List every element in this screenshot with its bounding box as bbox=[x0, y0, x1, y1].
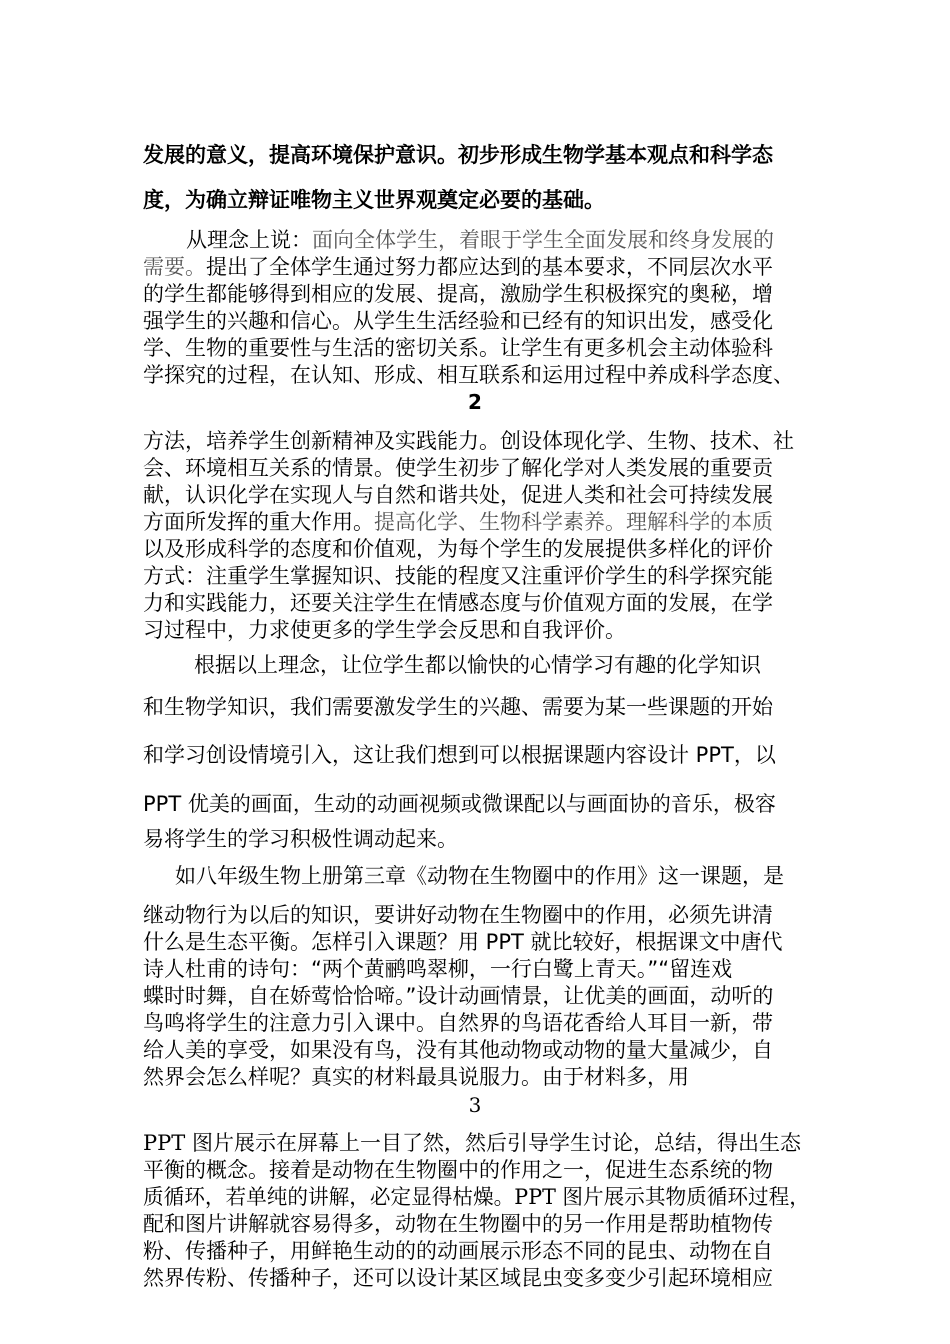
text-span-gray: 需要。 bbox=[143, 255, 206, 279]
text-line bbox=[186, 226, 774, 254]
text-line: 诗人杜甫的诗句：“两个黄鹂鸣翠柳，一行白鹭上青天。”“留连戏 bbox=[143, 957, 733, 981]
text-line: 习过程中，力求使更多的学生学会反思和自我评价。 bbox=[143, 618, 626, 642]
text-line: 以及形成科学的态度和价值观，为每个学生的发展提供多样化的评价 bbox=[143, 537, 773, 561]
text-line: 然界会怎么样呢？真实的材料最具说服力。由于材料多，用 bbox=[143, 1065, 689, 1089]
text-line: 的学生都能够得到相应的发展、提高，激励学生积极探究的奥秘，增 bbox=[143, 282, 773, 306]
text-span-gray: 提高化学、生物科学素养。理解科学的本质 bbox=[374, 510, 773, 534]
text-line: PPT 图片展示在屏幕上一目了然，然后引导学生讨论，总结，得出生态 bbox=[143, 1131, 801, 1155]
text-line: 和学习创设情境引入，这让我们想到可以根据课题内容设计 PPT，以 bbox=[143, 743, 776, 767]
text-line: PPT 优美的画面，生动的动画视频或微课配以与画面协的音乐，极容 bbox=[143, 792, 776, 816]
text-line: 献，认识化学在实现人与自然和谐共处，促进人类和社会可持续发展 bbox=[143, 483, 773, 507]
text-line: 蝶时时舞，自在娇莺恰恰啼。”设计动画情景，让优美的画面，动听的 bbox=[143, 984, 774, 1008]
text-line: 平衡的概念。接着是动物在生物圈中的作用之一，促进生态系统的物 bbox=[143, 1158, 773, 1182]
text-span-gray: 面向全体学生，着眼于学生全面发展和终身发展的 bbox=[312, 228, 774, 252]
text-line: 如八年级生物上册第三章《动物在生物圈中的作用》这一课题，是 bbox=[175, 864, 784, 888]
text-span: 从理念上说： bbox=[186, 228, 312, 252]
text-line: 力和实践能力，还要关注学生在情感态度与价值观方面的发展，在学 bbox=[143, 591, 773, 615]
text-line: 会、环境相互关系的情景。使学生初步了解化学对人类发展的重要贡 bbox=[143, 456, 773, 480]
text-line: 学、生物的重要性与生活的密切关系。让学生有更多机会主动体验科 bbox=[143, 336, 773, 360]
text-line: 什么是生态平衡。怎样引入课题？用 PPT 就比较好，根据课文中唐代 bbox=[143, 930, 783, 954]
page-number: 2 bbox=[468, 390, 482, 414]
text-line: 强学生的兴趣和信心。从学生生活经验和已经有的知识出发，感受化 bbox=[143, 309, 773, 333]
text-line bbox=[143, 253, 773, 281]
text-line: 根据以上理念，让位学生都以愉快的心情学习有趣的化学知识 bbox=[194, 653, 761, 677]
text-line: 和生物学知识，我们需要激发学生的兴趣、需要为某一些课题的开始 bbox=[143, 695, 773, 719]
text-line: 学探究的过程，在认知、形成、相互联系和运用过程中养成科学态度、 bbox=[143, 363, 794, 387]
text-line: 方法，培养学生创新精神及实践能力。创设体现化学、生物、技术、社 bbox=[143, 429, 794, 453]
text-line: 质循环，若单纯的讲解，必定显得枯燥。PPT 图片展示其物质循环过程， bbox=[143, 1185, 810, 1209]
text-line: 鸟鸣将学生的注意力引入课中。自然界的鸟语花香给人耳目一新，带 bbox=[143, 1011, 773, 1035]
text-span: 提出了全体学生通过努力都应达到的基本要求，不同层次水平 bbox=[206, 255, 773, 279]
text-line: 方式：注重学生掌握知识、技能的程度又注重评价学生的科学探究能 bbox=[143, 564, 773, 588]
page-number: 3 bbox=[468, 1093, 482, 1117]
text-line bbox=[143, 508, 773, 536]
text-line: 配和图片讲解就容易得多，动物在生物圈中的另一作用是帮助植物传 bbox=[143, 1212, 773, 1236]
text-line: 易将学生的学习积极性调动起来。 bbox=[143, 827, 458, 851]
text-line: 发展的意义，提高环境保护意识。初步形成生物学基本观点和科学态 bbox=[143, 143, 773, 167]
text-line: 然界传粉、传播种子，还可以设计某区域昆虫变多变少引起环境相应 bbox=[143, 1266, 773, 1290]
text-line: 粉、传播种子，用鲜艳生动的的动画展示形态不同的昆虫、动物在自 bbox=[143, 1239, 773, 1263]
text-line: 继动物行为以后的知识，要讲好动物在生物圈中的作用，必须先讲清 bbox=[143, 903, 773, 927]
text-line: 给人美的享受，如果没有鸟，没有其他动物或动物的量大量减少，自 bbox=[143, 1038, 773, 1062]
text-span: 方面所发挥的重大作用。 bbox=[143, 510, 374, 534]
text-line: 度，为确立辩证唯物主义世界观奠定必要的基础。 bbox=[143, 188, 605, 212]
